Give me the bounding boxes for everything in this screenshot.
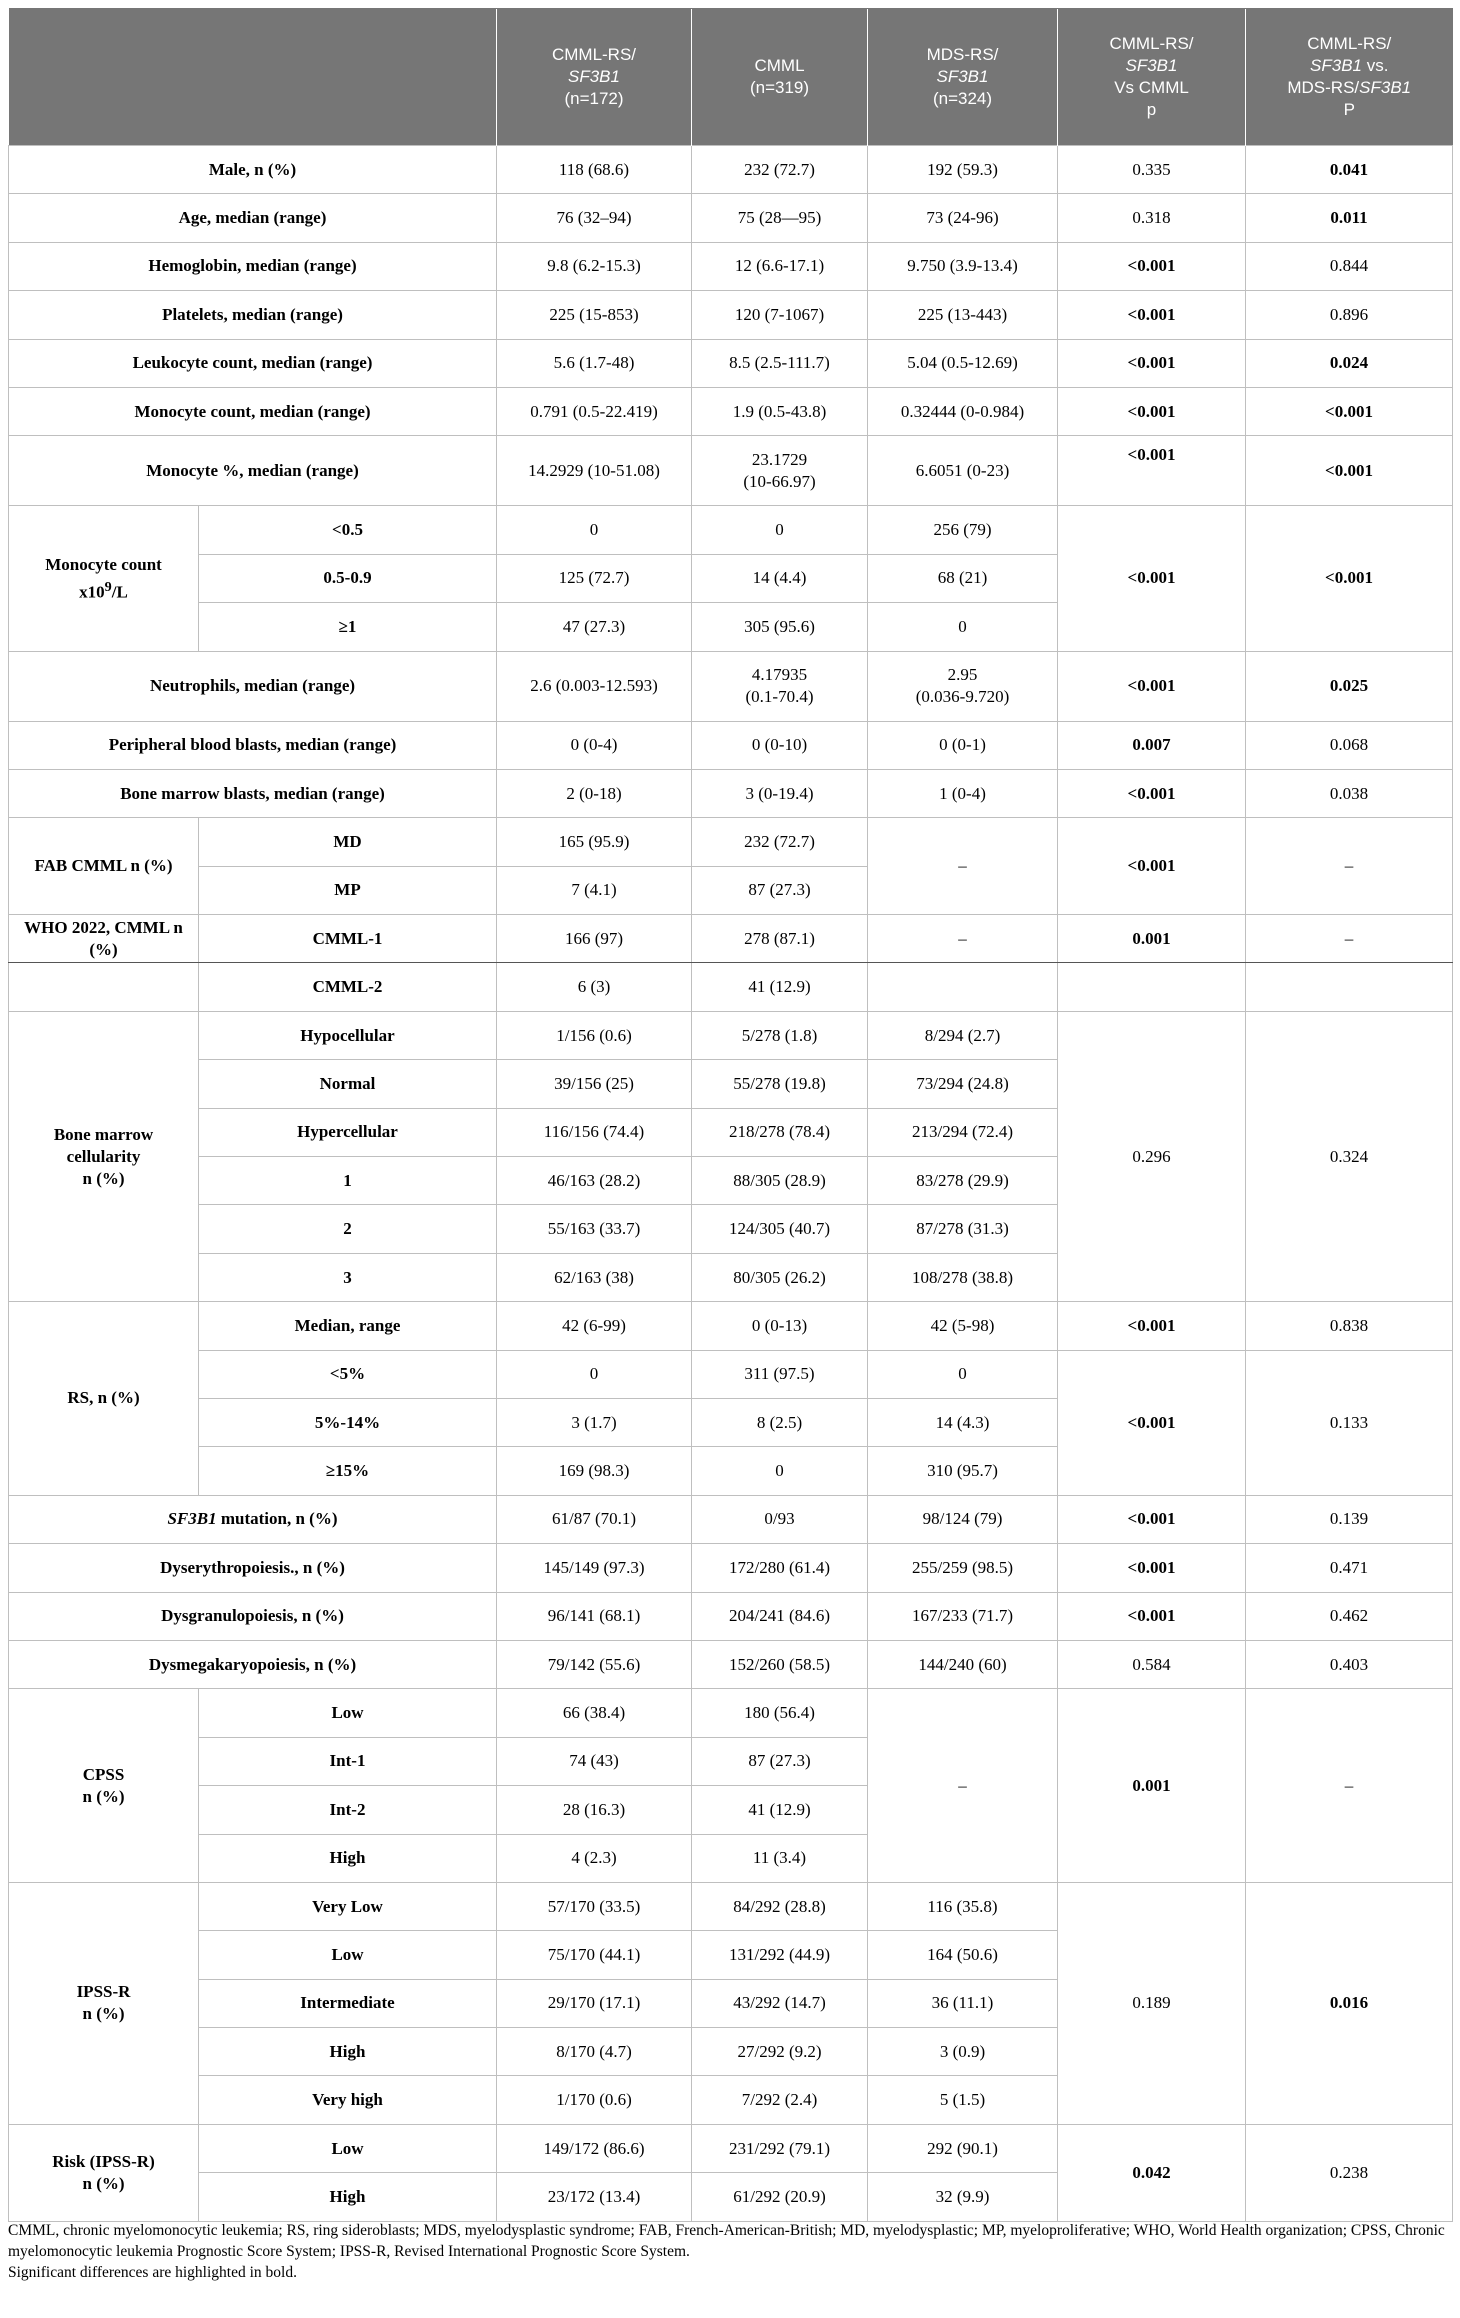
cell: 14.2929 (10-51.08) (497, 436, 692, 506)
cell: 1/170 (0.6) (497, 2076, 692, 2124)
p-value: 0.042 (1058, 2124, 1246, 2221)
cell: 311 (97.5) (692, 1350, 868, 1398)
row-label: Male, n (%) (9, 146, 497, 194)
row-label: CPSS n (%) (9, 1689, 199, 1883)
cell: 231/292 (79.1) (692, 2124, 868, 2172)
cell: 42 (6-99) (497, 1302, 692, 1350)
p-value: – (1246, 915, 1453, 963)
p-value: <0.001 (1058, 1495, 1246, 1543)
p-value: <0.001 (1058, 242, 1246, 290)
sub-label: Low (199, 2124, 497, 2172)
cell: 292 (90.1) (868, 2124, 1058, 2172)
cell: 305 (95.6) (692, 603, 868, 651)
row-label: Dyserythropoiesis., n (%) (9, 1544, 497, 1592)
cell: 0 (868, 603, 1058, 651)
cell: 204/241 (84.6) (692, 1592, 868, 1640)
cell: 125 (72.7) (497, 554, 692, 602)
table-row (9, 291, 1453, 339)
p-value: 0.844 (1246, 242, 1453, 290)
p-value: <0.001 (1058, 1592, 1246, 1640)
cell: 2.95 (0.036-9.720) (868, 651, 1058, 721)
cell: 218/278 (78.4) (692, 1108, 868, 1156)
sub-label: <5% (199, 1350, 497, 1398)
row-label: Monocyte count, median (range) (9, 387, 497, 435)
row-label: Age, median (range) (9, 194, 497, 242)
comparison-table (8, 8, 1453, 2222)
header-cmml: CMML (n=319) (692, 9, 868, 146)
header-blank (9, 9, 497, 146)
cell: 46/163 (28.2) (497, 1157, 692, 1205)
p-value: <0.001 (1246, 436, 1453, 506)
row-label: Dysmegakaryopoiesis, n (%) (9, 1640, 497, 1688)
cell: 80/305 (26.2) (692, 1253, 868, 1301)
row-label: Bone marrow cellularity n (%) (9, 1011, 199, 1301)
cell: 4 (2.3) (497, 1834, 692, 1882)
cell: 1/156 (0.6) (497, 1011, 692, 1059)
p-value: 0.896 (1246, 291, 1453, 339)
sub-label: ≥1 (199, 603, 497, 651)
p-value: 0.838 (1246, 1302, 1453, 1350)
cell: 169 (98.3) (497, 1447, 692, 1495)
table-row (9, 1882, 1453, 1930)
cell: 9.750 (3.9-13.4) (868, 242, 1058, 290)
cell: 7/292 (2.4) (692, 2076, 868, 2124)
p-value: <0.001 (1058, 651, 1246, 721)
cell: 166 (97) (497, 915, 692, 963)
cell: 4.17935 (0.1-70.4) (692, 651, 868, 721)
cell: 225 (13-443) (868, 291, 1058, 339)
row-label: Peripheral blood blasts, median (range) (9, 721, 497, 769)
p-value: 0.024 (1246, 339, 1453, 387)
cell: 5/278 (1.8) (692, 1011, 868, 1059)
cell: 3 (0.9) (868, 2028, 1058, 2076)
sub-label: Int-2 (199, 1786, 497, 1834)
sub-label: Normal (199, 1060, 497, 1108)
cell: 5.6 (1.7-48) (497, 339, 692, 387)
cell: 11 (3.4) (692, 1834, 868, 1882)
sub-label: Hypercellular (199, 1108, 497, 1156)
cell: 0 (497, 506, 692, 554)
sub-label: High (199, 1834, 497, 1882)
cell: 6.6051 (0-23) (868, 436, 1058, 506)
cell: 164 (50.6) (868, 1931, 1058, 1979)
table-row (9, 2124, 1453, 2172)
table-row (9, 1302, 1453, 1350)
table-row (9, 769, 1453, 817)
cell: 0 (692, 1447, 868, 1495)
cell: 61/87 (70.1) (497, 1495, 692, 1543)
cell: 28 (16.3) (497, 1786, 692, 1834)
cell: 61/292 (20.9) (692, 2173, 868, 2221)
cell: 42 (5-98) (868, 1302, 1058, 1350)
sub-label: Very Low (199, 1882, 497, 1930)
cell: 232 (72.7) (692, 818, 868, 866)
sub-label: 3 (199, 1253, 497, 1301)
header-cmml-rs: CMML-RS/ SF3B1 (n=172) (497, 9, 692, 146)
cell: 55/163 (33.7) (497, 1205, 692, 1253)
sub-label: 5%-14% (199, 1398, 497, 1446)
cell: 29/170 (17.1) (497, 1979, 692, 2027)
cell: 96/141 (68.1) (497, 1592, 692, 1640)
cell: 68 (21) (868, 554, 1058, 602)
row-label: Hemoglobin, median (range) (9, 242, 497, 290)
table-row (9, 1544, 1453, 1592)
cell: 75/170 (44.1) (497, 1931, 692, 1979)
cell: 75 (28—95) (692, 194, 868, 242)
table-footnote (8, 2220, 1452, 2283)
p-value: <0.001 (1058, 436, 1246, 506)
sub-label: CMML-1 (199, 915, 497, 963)
cell: 167/233 (71.7) (868, 1592, 1058, 1640)
cell: 6 (3) (497, 963, 692, 1011)
cell: 0 (692, 506, 868, 554)
empty-cell (1246, 963, 1453, 1011)
cell: 14 (4.3) (868, 1398, 1058, 1446)
p-value: 0.471 (1246, 1544, 1453, 1592)
p-value: <0.001 (1058, 1350, 1246, 1495)
cell: 152/260 (58.5) (692, 1640, 868, 1688)
table-row (9, 146, 1453, 194)
cell: 165 (95.9) (497, 818, 692, 866)
p-value: 0.025 (1246, 651, 1453, 721)
header-mds-rs: MDS-RS/ SF3B1 (n=324) (868, 9, 1058, 146)
cell: 256 (79) (868, 506, 1058, 554)
p-value: – (1246, 1689, 1453, 1883)
cell: – (868, 1689, 1058, 1883)
cell: 23/172 (13.4) (497, 2173, 692, 2221)
cell: 145/149 (97.3) (497, 1544, 692, 1592)
cell: 8/294 (2.7) (868, 1011, 1058, 1059)
cell: 3 (0-19.4) (692, 769, 868, 817)
cell: 98/124 (79) (868, 1495, 1058, 1543)
sub-label: Intermediate (199, 1979, 497, 2027)
cell: 87/278 (31.3) (868, 1205, 1058, 1253)
table-row (9, 194, 1453, 242)
significance-note: Significant differences are highlighted in bold. (8, 2264, 297, 2281)
sub-label: High (199, 2028, 497, 2076)
p-value: 0.001 (1058, 915, 1246, 963)
p-value: <0.001 (1246, 387, 1453, 435)
row-label: SF3B1 mutation, n (%) (9, 1495, 497, 1543)
p-value: <0.001 (1246, 506, 1453, 651)
cell: 83/278 (29.9) (868, 1157, 1058, 1205)
cell: 0 (0-4) (497, 721, 692, 769)
cell: 213/294 (72.4) (868, 1108, 1058, 1156)
sub-label: Int-1 (199, 1737, 497, 1785)
cell: 192 (59.3) (868, 146, 1058, 194)
row-label: Neutrophils, median (range) (9, 651, 497, 721)
table-row (9, 1011, 1453, 1059)
p-value: 0.133 (1246, 1350, 1453, 1495)
p-value: 0.068 (1246, 721, 1453, 769)
table-row (9, 436, 1453, 506)
table-row (9, 963, 1453, 1011)
cell: – (868, 818, 1058, 915)
cell: 43/292 (14.7) (692, 1979, 868, 2027)
cell: 55/278 (19.8) (692, 1060, 868, 1108)
cell: 144/240 (60) (868, 1640, 1058, 1688)
cell: 124/305 (40.7) (692, 1205, 868, 1253)
table-row (9, 1350, 1453, 1398)
cell: 12 (6.6-17.1) (692, 242, 868, 290)
sub-label: MP (199, 866, 497, 914)
sub-label: ≥15% (199, 1447, 497, 1495)
cell: 8/170 (4.7) (497, 2028, 692, 2076)
empty-cell (9, 963, 199, 1011)
sub-label: CMML-2 (199, 963, 497, 1011)
cell: 118 (68.6) (497, 146, 692, 194)
cell: 3 (1.7) (497, 1398, 692, 1446)
abbreviations-note: CMML, chronic myelomonocytic leukemia; RS, ring sideroblasts; MDS, myelodysplastic syndrome; FAB, French-American-British; MD, myelodysplastic; MP, myeloproliferative; WHO, World Health organization; CPSS, Chronic myelomonocytic leukemia Prognostic Score System; IPSS-R, Revised International Prognostic Score System. (8, 2222, 1445, 2260)
header-p-vs-mds: CMML-RS/ SF3B1 vs. MDS-RS/SF3B1 P (1246, 9, 1453, 146)
p-value: 0.007 (1058, 721, 1246, 769)
cell: 2.6 (0.003-12.593) (497, 651, 692, 721)
sub-label: High (199, 2173, 497, 2221)
p-value: <0.001 (1058, 818, 1246, 915)
cell: 74 (43) (497, 1737, 692, 1785)
cell: 108/278 (38.8) (868, 1253, 1058, 1301)
table-row (9, 1592, 1453, 1640)
sub-label: MD (199, 818, 497, 866)
p-value: 0.584 (1058, 1640, 1246, 1688)
table-row (9, 242, 1453, 290)
table-row (9, 1689, 1453, 1737)
row-label: IPSS-R n (%) (9, 1882, 199, 2124)
p-value: 0.011 (1246, 194, 1453, 242)
cell: 131/292 (44.9) (692, 1931, 868, 1979)
empty-cell (1058, 963, 1246, 1011)
p-value: 0.296 (1058, 1011, 1246, 1301)
cell: 73/294 (24.8) (868, 1060, 1058, 1108)
cell: 2 (0-18) (497, 769, 692, 817)
cell: 0 (497, 1350, 692, 1398)
empty-cell (868, 963, 1058, 1011)
cell: 41 (12.9) (692, 963, 868, 1011)
header-p-vs-cmml: CMML-RS/ SF3B1 Vs CMML p (1058, 9, 1246, 146)
cell: 310 (95.7) (868, 1447, 1058, 1495)
cell: 23.1729 (10-66.97) (692, 436, 868, 506)
table-row (9, 651, 1453, 721)
p-value: <0.001 (1058, 1544, 1246, 1592)
p-value: 0.238 (1246, 2124, 1453, 2221)
cell: 120 (7-1067) (692, 291, 868, 339)
cell: 1 (0-4) (868, 769, 1058, 817)
table-row (9, 721, 1453, 769)
cell: 1.9 (0.5-43.8) (692, 387, 868, 435)
cell: 79/142 (55.6) (497, 1640, 692, 1688)
table-row (9, 339, 1453, 387)
cell: 76 (32–94) (497, 194, 692, 242)
cell: 116/156 (74.4) (497, 1108, 692, 1156)
p-value: <0.001 (1058, 506, 1246, 651)
cell: 0 (868, 1350, 1058, 1398)
p-value: 0.016 (1246, 1882, 1453, 2124)
cell: 0 (0-13) (692, 1302, 868, 1350)
cell: 8 (2.5) (692, 1398, 868, 1446)
p-value: 0.041 (1246, 146, 1453, 194)
p-value: <0.001 (1058, 339, 1246, 387)
p-value: <0.001 (1058, 387, 1246, 435)
cell: 180 (56.4) (692, 1689, 868, 1737)
row-label: Risk (IPSS-R) n (%) (9, 2124, 199, 2221)
table-row (9, 387, 1453, 435)
p-value: <0.001 (1058, 769, 1246, 817)
cell: 232 (72.7) (692, 146, 868, 194)
cell: 255/259 (98.5) (868, 1544, 1058, 1592)
sub-label: Median, range (199, 1302, 497, 1350)
row-label: Monocyte %, median (range) (9, 436, 497, 506)
table-row (9, 1495, 1453, 1543)
row-label: Platelets, median (range) (9, 291, 497, 339)
sub-label: 0.5-0.9 (199, 554, 497, 602)
row-label: Bone marrow blasts, median (range) (9, 769, 497, 817)
row-label: Dysgranulopoiesis, n (%) (9, 1592, 497, 1640)
cell: 5.04 (0.5-12.69) (868, 339, 1058, 387)
cell: 116 (35.8) (868, 1882, 1058, 1930)
p-value: 0.462 (1246, 1592, 1453, 1640)
p-value: 0.324 (1246, 1011, 1453, 1301)
cell: 8.5 (2.5-111.7) (692, 339, 868, 387)
table-row (9, 818, 1453, 866)
cell: 41 (12.9) (692, 1786, 868, 1834)
p-value: – (1246, 818, 1453, 915)
cell: 278 (87.1) (692, 915, 868, 963)
p-value: 0.318 (1058, 194, 1246, 242)
sub-label: Hypocellular (199, 1011, 497, 1059)
sub-label: 1 (199, 1157, 497, 1205)
p-value: 0.403 (1246, 1640, 1453, 1688)
p-value: <0.001 (1058, 1302, 1246, 1350)
cell: 87 (27.3) (692, 1737, 868, 1785)
cell: 0 (0-1) (868, 721, 1058, 769)
p-value: 0.189 (1058, 1882, 1246, 2124)
table-body (9, 146, 1453, 2222)
cell: 47 (27.3) (497, 603, 692, 651)
cell: 62/163 (38) (497, 1253, 692, 1301)
cell: 172/280 (61.4) (692, 1544, 868, 1592)
p-value: 0.001 (1058, 1689, 1246, 1883)
cell: 0/93 (692, 1495, 868, 1543)
cell: 225 (15-853) (497, 291, 692, 339)
table-header (9, 9, 1453, 146)
table-row (9, 1640, 1453, 1688)
cell: 9.8 (6.2-15.3) (497, 242, 692, 290)
cell: 149/172 (86.6) (497, 2124, 692, 2172)
cell: 73 (24-96) (868, 194, 1058, 242)
sub-label: 2 (199, 1205, 497, 1253)
cell: 14 (4.4) (692, 554, 868, 602)
p-value: 0.038 (1246, 769, 1453, 817)
row-label: Leukocyte count, median (range) (9, 339, 497, 387)
table-row (9, 915, 1453, 963)
cell: 7 (4.1) (497, 866, 692, 914)
sub-label: <0.5 (199, 506, 497, 554)
row-label: FAB CMML n (%) (9, 818, 199, 915)
cell: 57/170 (33.5) (497, 1882, 692, 1930)
p-value: <0.001 (1058, 291, 1246, 339)
cell: 36 (11.1) (868, 1979, 1058, 2027)
cell: 32 (9.9) (868, 2173, 1058, 2221)
row-label: RS, n (%) (9, 1302, 199, 1496)
p-value: 0.139 (1246, 1495, 1453, 1543)
cell: 0.32444 (0-0.984) (868, 387, 1058, 435)
cell: 0.791 (0.5-22.419) (497, 387, 692, 435)
table-row (9, 506, 1453, 554)
cell: 84/292 (28.8) (692, 1882, 868, 1930)
cell: 87 (27.3) (692, 866, 868, 914)
row-label: Monocyte count $x10^9/L$ (9, 506, 199, 651)
cell: – (868, 915, 1058, 963)
cell: 66 (38.4) (497, 1689, 692, 1737)
cell: 88/305 (28.9) (692, 1157, 868, 1205)
p-value: 0.335 (1058, 146, 1246, 194)
sub-label: Low (199, 1931, 497, 1979)
cell: 39/156 (25) (497, 1060, 692, 1108)
sub-label: Very high (199, 2076, 497, 2124)
row-label: WHO 2022, CMML n (%) (9, 915, 199, 963)
sub-label: Low (199, 1689, 497, 1737)
cell: 27/292 (9.2) (692, 2028, 868, 2076)
cell: 0 (0-10) (692, 721, 868, 769)
cell: 5 (1.5) (868, 2076, 1058, 2124)
